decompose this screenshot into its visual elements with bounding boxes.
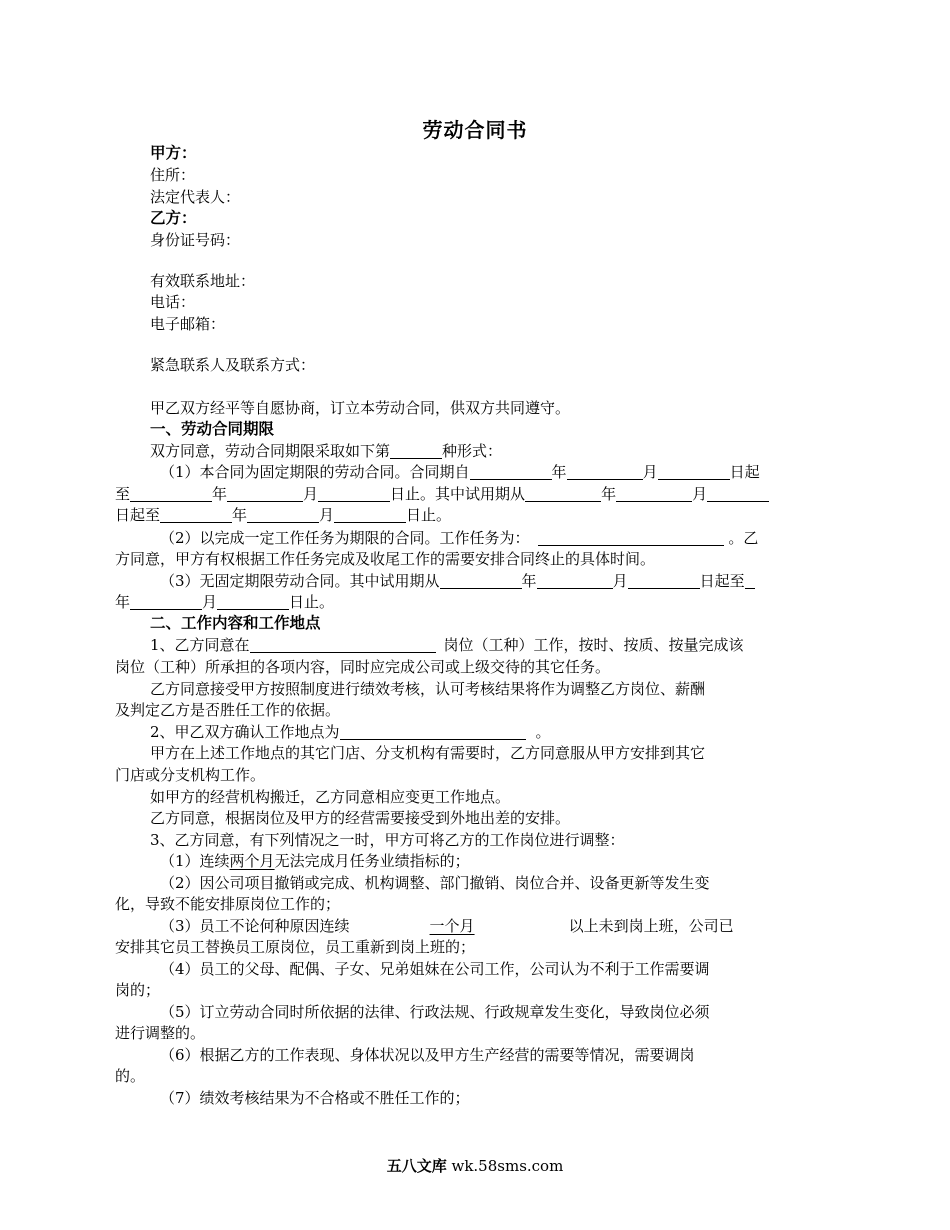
adjustment-item-4-line-1: （4）员工的父母、配偶、子女、兄弟姐妹在公司工作，公司认为不利于工作需要调 — [160, 960, 710, 978]
fixed-term-line-3: 日起至 年 月 日止。 — [115, 506, 452, 524]
adjustment-item-5-line-1: （5）订立劳动合同时所依据的法律、行政法规、行政规章发生变化，导致岗位必须 — [160, 1003, 710, 1021]
intro-paragraph: 甲乙双方经平等自愿协商，订立本劳动合同，供双方共同遵守。 — [150, 399, 571, 417]
adjustment-intro-line: 3、乙方同意，有下列情况之一时，甲方可将乙方的工作岗位进行调整： — [150, 831, 625, 849]
workplace-line: 2、甲乙双方确认工作地点为 。 — [150, 723, 551, 741]
adjustment-item-1: （1）连续两个月无法完成月任务业绩指标的； — [160, 852, 470, 870]
adjustment-item-6-line-1: （6）根据乙方的工作表现、身体状况以及甲方生产经营的需要等情况，需要调岗 — [160, 1046, 695, 1064]
id-number-label: 身份证号码： — [150, 231, 241, 249]
contact-address-label: 有效联系地址： — [150, 272, 256, 290]
term-form-line: 双方同意，劳动合同期限采取如下第 种形式： — [150, 442, 503, 460]
work-task-blank[interactable] — [538, 529, 724, 546]
emergency-contact-label: 紧急联系人及联系方式： — [150, 356, 316, 374]
adjustment-item-4-line-2: 岗的； — [115, 981, 161, 999]
branch-line-1: 甲方在上述工作地点的其它门店、分支机构有需要时，乙方同意服从甲方安排到其它 — [150, 744, 706, 762]
fixed-term-line-1: （1）本合同为固定期限的劳动合同。合同期自 年 月 日起 — [160, 463, 760, 481]
performance-line-2: 及判定乙方是否胜任工作的依据。 — [115, 701, 341, 719]
start-day-blank[interactable] — [658, 463, 730, 480]
probation-start-day-blank[interactable] — [707, 485, 769, 502]
branch-line-2: 门店或分支机构工作。 — [115, 766, 266, 784]
end-year-blank[interactable] — [130, 485, 212, 502]
task-term-line-1: （2）以完成一定工作任务为期限的合同。工作任务为： 。乙 — [160, 529, 759, 547]
form-number-blank[interactable] — [390, 442, 442, 459]
open-probation-start-month-blank[interactable] — [537, 572, 613, 589]
open-probation-start-year-blank[interactable] — [440, 572, 522, 589]
email-label: 电子邮箱： — [150, 315, 226, 333]
document-title: 劳动合同书 — [422, 118, 528, 142]
probation-start-month-blank[interactable] — [616, 485, 692, 502]
adjustment-item-6-line-2: 的。 — [115, 1067, 146, 1085]
probation-start-year-blank[interactable] — [525, 485, 601, 502]
fixed-term-line-2: 至 年 月 日止。其中试用期从 年 月 — [115, 483, 840, 505]
start-year-blank[interactable] — [470, 463, 552, 480]
footer-watermark — [0, 1155, 950, 1176]
open-term-line-1: （3）无固定期限劳动合同。其中试用期从 年 月 日起至 — [160, 570, 885, 592]
position-line-1: 1、乙方同意在 岗位（工种）工作，按时、按质、按量完成该 — [150, 636, 744, 654]
position-line-2: 岗位（工种）所承担的各项内容，同时应完成公司或上级交待的其它任务。 — [115, 658, 611, 676]
party-b-label: 乙方： — [150, 209, 197, 227]
address-label: 住所： — [150, 166, 196, 184]
probation-end-year-blank[interactable] — [160, 506, 232, 523]
adjustment-item-2-line-2: 化，导致不能安排原岗位工作的； — [115, 895, 341, 913]
workplace-blank[interactable] — [340, 723, 526, 740]
open-term-line-2: 年 月 日止。 — [115, 593, 335, 611]
footer-site[interactable]: wk.58sms.com — [451, 1157, 564, 1175]
open-probation-start-day-blank[interactable] — [628, 572, 700, 589]
adjustment-item-7: （7）绩效考核结果为不合格或不胜任工作的； — [160, 1089, 470, 1107]
phone-label: 电话： — [150, 293, 196, 311]
end-day-blank[interactable] — [318, 485, 390, 502]
adjustment-item-5-line-2: 进行调整的。 — [115, 1024, 206, 1042]
position-blank[interactable] — [250, 636, 436, 653]
legal-rep-label: 法定代表人： — [150, 188, 241, 206]
section-2-title: 二、工作内容和工作地点 — [150, 614, 321, 632]
performance-line-1: 乙方同意接受甲方按照制度进行绩效考核，认可考核结果将作为调整乙方岗位、薪酬 — [150, 680, 706, 698]
end-month-blank[interactable] — [227, 485, 303, 502]
task-term-line-2: 方同意，甲方有权根据工作任务完成及收尾工作的需要安排合同终止的具体时间。 — [115, 550, 656, 568]
adjustment-item-3-line-2: 安排其它员工替换员工原岗位，员工重新到岗上班的； — [115, 938, 476, 956]
open-probation-end-month-blank[interactable] — [130, 593, 202, 610]
business-trip-line: 乙方同意，根据岗位及甲方的经营需要接受到外地出差的安排。 — [150, 809, 571, 827]
probation-end-day-blank[interactable] — [334, 506, 406, 523]
start-month-blank[interactable] — [567, 463, 643, 480]
adjustment-item-3-line-1: （3）员工不论何种原因连续 一个月 以上未到岗上班，公司已 — [160, 917, 734, 935]
relocation-line: 如甲方的经营机构搬迁，乙方同意相应变更工作地点。 — [150, 788, 511, 806]
open-probation-end-year-blank[interactable] — [745, 572, 755, 589]
absence-period-blank[interactable]: 一个月 — [429, 917, 475, 935]
footer-brand: 五八文库 — [386, 1157, 447, 1175]
adjustment-item-2-line-1: （2）因公司项目撤销或完成、机构调整、部门撤销、岗位合并、设备更新等发生变 — [160, 874, 710, 892]
probation-end-month-blank[interactable] — [247, 506, 319, 523]
party-a-label: 甲方： — [150, 144, 197, 162]
open-probation-end-day-blank[interactable] — [217, 593, 289, 610]
section-1-title: 一、劳动合同期限 — [150, 420, 275, 438]
